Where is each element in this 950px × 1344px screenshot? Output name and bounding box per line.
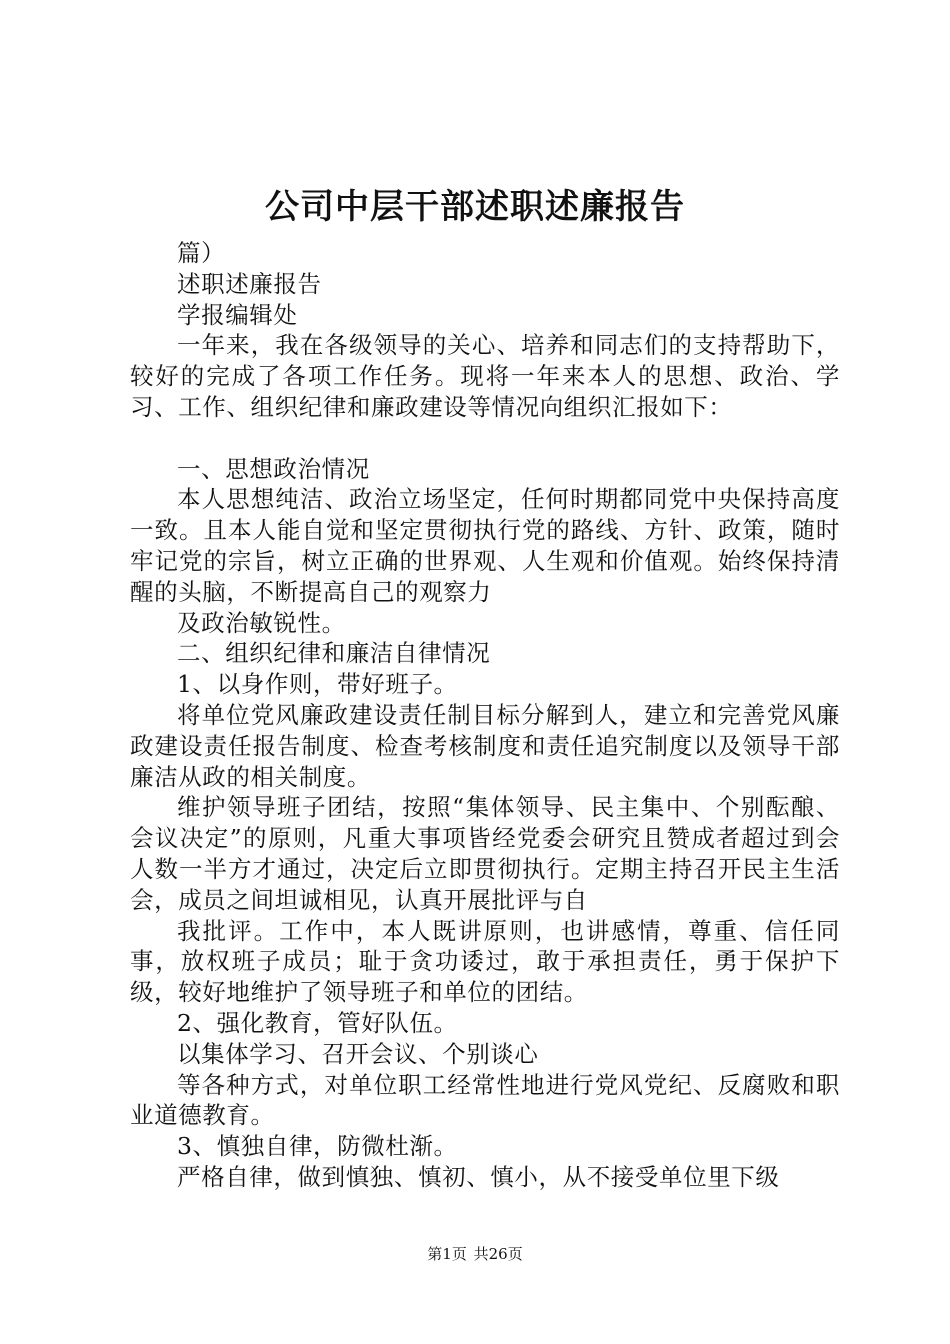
subsection-heading: 3、慎独自律，防微杜渐。 bbox=[177, 1132, 458, 1161]
paragraph: 我批评。工作中，本人既讲原则，也讲感情，尊重、信任同事，放权班子成员；耻于贪功诿过，敢于承担责任，勇于保护下级，较好地维护了领导班子和单位的团结。 bbox=[130, 916, 840, 1007]
subsection-heading: 1、以身作则，带好班子。 bbox=[177, 670, 458, 699]
document-title: 公司中层干部述职述廉报告 bbox=[265, 187, 685, 227]
section-heading: 一、思想政治情况 bbox=[177, 454, 370, 483]
section-heading: 二、组织纪律和廉洁自律情况 bbox=[177, 639, 491, 668]
page-footer: 第1页 共26页 bbox=[427, 1245, 523, 1263]
paragraph-spacer bbox=[130, 423, 840, 454]
paragraph: 篇） bbox=[177, 239, 226, 267]
subsection-heading: 2、强化教育，管好队伍。 bbox=[177, 1008, 458, 1037]
paragraph: 以集体学习、召开会议、个别谈心 bbox=[177, 1039, 539, 1068]
paragraph: 维护领导班子团结，按照“集体领导、民主集中、个别酝酿、会议决定”的原则，凡重大事项皆经党委会研究且赞成者超过到会人数一半方才通过，决定后立即贯彻执行。定期主持召开民主生活会，成员之间坦诚相见，认真开展批评与自 bbox=[130, 793, 840, 914]
paragraph: 等各种方式，对单位职工经常性地进行党风党纪、反腐败和职业道德教育。 bbox=[130, 1070, 840, 1130]
document-body bbox=[130, 238, 840, 1193]
paragraph: 学报编辑处 bbox=[177, 300, 298, 329]
paragraph: 本人思想纯洁、政治立场坚定，任何时期都同党中央保持高度一致。且本人能自觉和坚定贯彻执行党的路线、方针、政策，随时牢记党的宗旨，树立正确的世界观、人生观和价值观。始终保持清醒的头脑，不断提高自己的观察力 bbox=[130, 485, 840, 606]
paragraph: 严格自律，做到慎独、慎初、慎小，从不接受单位里下级 bbox=[177, 1162, 780, 1191]
paragraph: 述职述廉报告 bbox=[177, 269, 322, 298]
paragraph: 一年来，我在各级领导的关心、培养和同志们的支持帮助下，较好的完成了各项工作任务。现将一年来本人的思想、政治、学习、工作、组织纪律和廉政建设等情况向组织汇报如下： bbox=[130, 331, 840, 421]
paragraph: 及政治敏锐性。 bbox=[177, 608, 346, 637]
paragraph: 将单位党风廉政建设责任制目标分解到人，建立和完善党风廉政建设责任报告制度、检查考核制度和责任追究制度以及领导干部廉洁从政的相关制度。 bbox=[130, 700, 840, 791]
